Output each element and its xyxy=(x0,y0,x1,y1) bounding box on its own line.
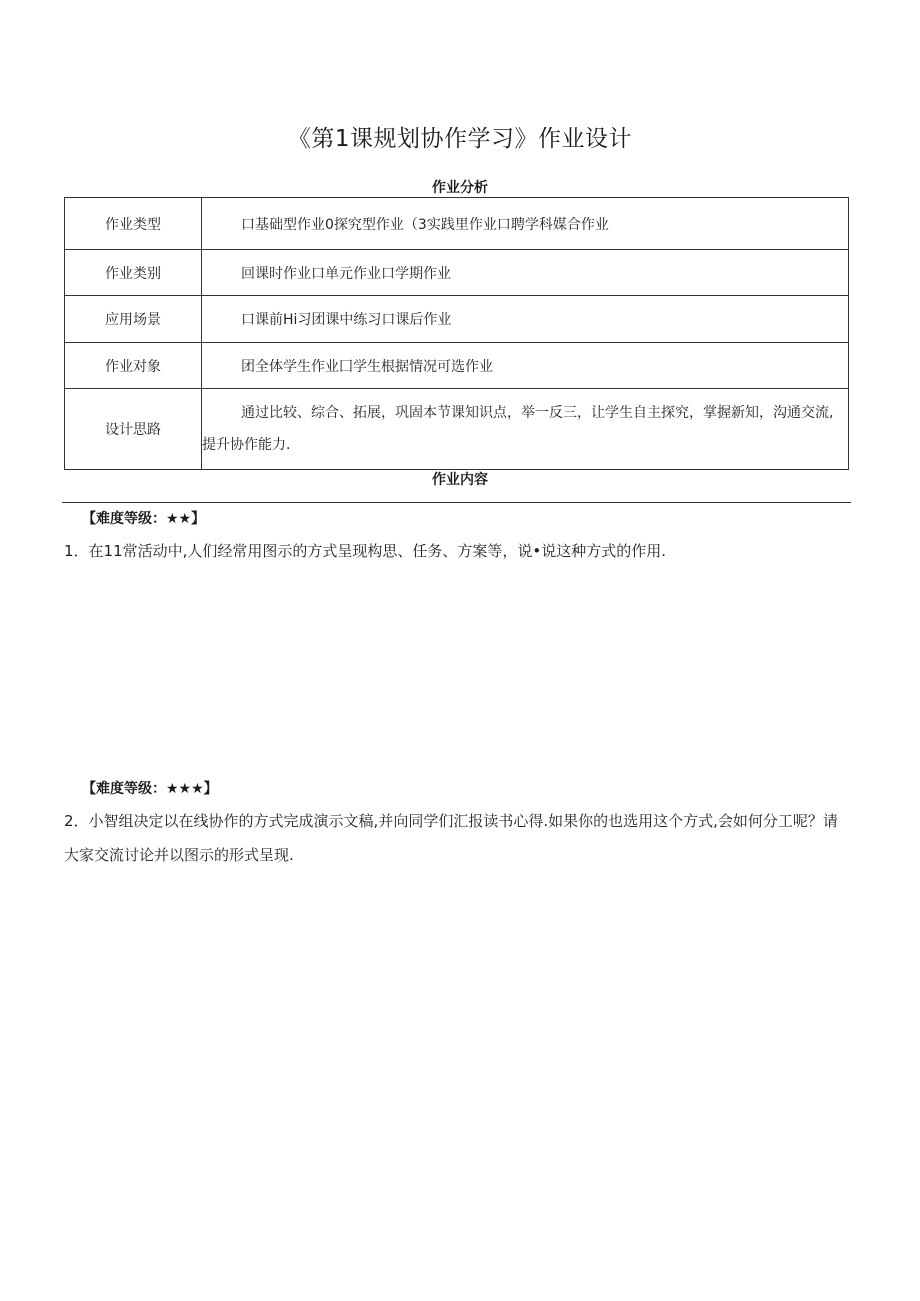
content-heading: 作业内容 xyxy=(432,472,488,488)
analysis-table xyxy=(64,197,849,470)
row-value: 口基础型作业0探究型作业（3实践里作业口聘学科媒合作业 xyxy=(202,198,849,250)
difficulty-label: 【难度等级：★★★】 xyxy=(82,781,218,797)
table-row-design xyxy=(65,389,849,470)
row-label: 设计思路 xyxy=(65,389,202,470)
question-text: 2．小智组决定以在线协作的方式完成演示文稿,并向同学们汇报读书心得.如果你的也选用这个方式,会如何分工呢？请大家交流讨论并以图示的形式呈现. xyxy=(64,812,838,864)
difficulty-label: 【难度等级：★★】 xyxy=(82,511,206,527)
row-label: 作业类别 xyxy=(65,250,202,296)
row-value: 口课前Hi习团课中练习口课后作业 xyxy=(202,296,849,343)
analysis-heading: 作业分析 xyxy=(432,180,488,196)
row-label: 作业类型 xyxy=(65,198,202,250)
table-row-scenario xyxy=(65,296,849,343)
table-row-type xyxy=(65,198,849,250)
document-title: 《第1课规划协作学习》作业设计 xyxy=(287,126,633,152)
table-row-category xyxy=(65,250,849,296)
question-text: 1．在11常活动中,人们经常用图示的方式呈现构思、任务、方案等，说•说这种方式的作用. xyxy=(64,542,667,560)
row-value: 团全体学生作业囗学生根据情况可选作业 xyxy=(202,343,849,389)
section-divider xyxy=(62,502,851,503)
table-row-audience xyxy=(65,343,849,389)
row-value: 通过比较、综合、拓展，巩固本节课知识点，举一反三，让学生自主探究，掌握新知，沟通交流,提升协作能力. xyxy=(202,389,849,470)
row-value: 回课时作业口单元作业口学期作业 xyxy=(202,250,849,296)
row-label: 作业对象 xyxy=(65,343,202,389)
row-label: 应用场景 xyxy=(65,296,202,343)
